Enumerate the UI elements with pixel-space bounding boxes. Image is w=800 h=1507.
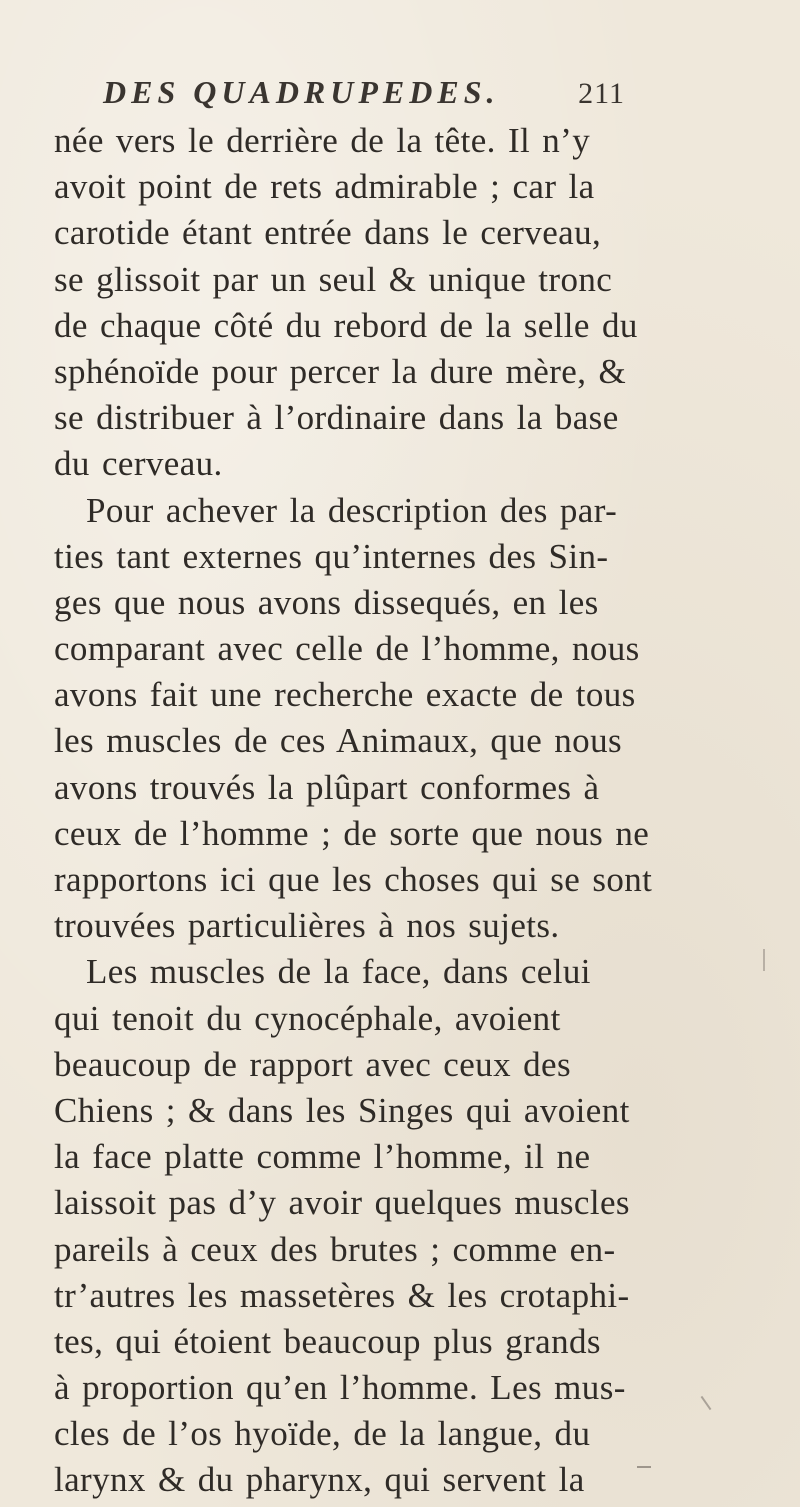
text-line: pareils à ceux des brutes ; comme en- bbox=[54, 1229, 616, 1269]
running-title: DES QUADRUPEDES. bbox=[103, 74, 500, 110]
text-line: rapportons ici que les choses qui se sont bbox=[54, 860, 653, 899]
text-line: qui tenoit du cynocéphale, avoient bbox=[54, 998, 561, 1038]
text-line: trouvées particulières à nos sujets. bbox=[54, 906, 560, 946]
paper-mark bbox=[637, 1466, 651, 1468]
text-line: née vers le derrière de la tête. Il n’y bbox=[54, 121, 591, 160]
text-line: ties tant externes qu’internes des Sin- bbox=[54, 536, 609, 576]
text-line: ges que nous avons dissequés, en les bbox=[54, 582, 599, 622]
text-line: sphénoïde pour percer la dure mère, & bbox=[54, 351, 627, 391]
text-line: avons trouvés la plûpart conformes à bbox=[54, 767, 600, 807]
text-line: avoit point de rets admirable ; car la bbox=[54, 167, 595, 207]
paper-mark bbox=[763, 949, 765, 971]
text-line: cles de l’os hyoïde, de la langue, du bbox=[54, 1414, 591, 1454]
text-line: Chiens ; & dans les Singes qui avoient bbox=[54, 1090, 630, 1130]
page-number: 211 bbox=[578, 77, 625, 110]
text-line: laissoit pas d’y avoir quelques muscles bbox=[54, 1183, 630, 1223]
text-line: Pour achever la description des par- bbox=[86, 490, 618, 530]
text-line: les muscles de ces Animaux, que nous bbox=[54, 721, 622, 761]
text-line: Les muscles de la face, dans celui bbox=[86, 952, 591, 992]
body-text bbox=[54, 118, 734, 1504]
text-line: tes, qui étoient beaucoup plus grands bbox=[54, 1321, 601, 1361]
text-line: se glissoit par un seul & unique tronc bbox=[54, 259, 613, 299]
text-line: avons fait une recherche exacte de tous bbox=[54, 675, 636, 715]
text-line: comparant avec celle de l’homme, nous bbox=[54, 629, 640, 669]
text-line: la face platte comme l’homme, il ne bbox=[54, 1137, 591, 1177]
page-header bbox=[103, 74, 625, 116]
text-line: beaucoup de rapport avec ceux des bbox=[54, 1044, 571, 1084]
text-line: à proportion qu’en l’homme. Les mus- bbox=[54, 1368, 626, 1408]
text-line: tr’autres les massetères & les crotaphi- bbox=[54, 1275, 630, 1315]
text-line: se distribuer à l’ordinaire dans la base bbox=[54, 398, 619, 438]
text-line: larynx & du pharynx, qui servent la bbox=[54, 1460, 585, 1500]
text-line: de chaque côté du rebord de la selle du bbox=[54, 305, 638, 345]
text-line: du cerveau. bbox=[54, 444, 223, 484]
text-line: carotide étant entrée dans le cerveau, bbox=[54, 213, 602, 253]
text-line: ceux de l’homme ; de sorte que nous ne bbox=[54, 813, 650, 853]
